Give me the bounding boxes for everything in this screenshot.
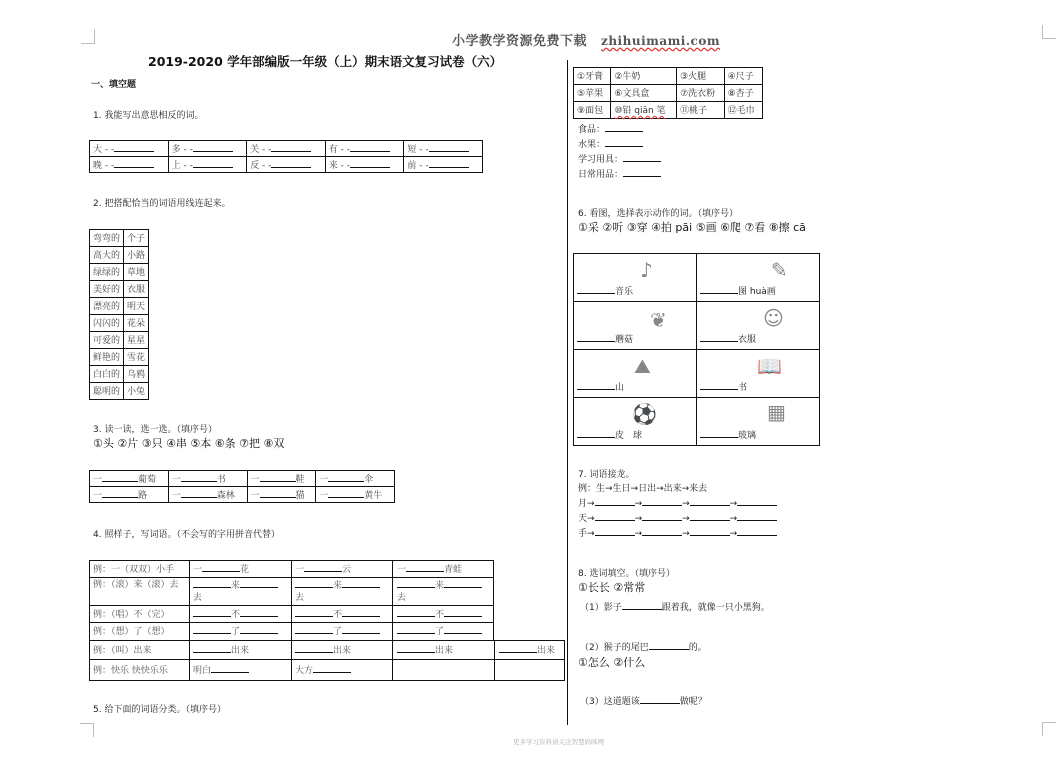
word-item: ②牛奶 (611, 68, 677, 85)
climbing-mountain-icon: ⛰ (634, 354, 651, 378)
category-fruit[interactable]: 水果： (578, 137, 643, 150)
table-row (574, 350, 820, 398)
table-row (90, 366, 149, 383)
answer-cell[interactable]: 来 去 (193, 579, 278, 604)
noun-cell[interactable]: 雪花 (124, 349, 149, 366)
noun-cell[interactable]: 衣服 (124, 281, 149, 298)
column-divider (567, 60, 568, 725)
q8-sentence-1[interactable]: （1）影子 跟着我，就像一只小黑狗。 (580, 603, 770, 613)
table-row (90, 264, 149, 281)
q6-options: ①采 ②听 ③穿 ④拍 pāi ⑤画 ⑥爬 ⑦看 ⑧擦 cā (578, 221, 806, 234)
category-food[interactable]: 食品： (578, 122, 643, 135)
q3-prompt: 3. 读一读，选一选。（填序号） (93, 425, 217, 435)
antonym-cell[interactable]: 有 - - (325, 141, 404, 157)
category-daily-items[interactable]: 日常用品： (578, 167, 661, 180)
answer-cell[interactable]: 不 (193, 607, 278, 620)
noun-cell[interactable]: 星星 (124, 332, 149, 349)
antonym-cell[interactable]: 短 - - (404, 141, 483, 157)
answer-cell[interactable]: 了 (193, 624, 278, 637)
picture-cell[interactable]: ▦ 玻璃 (697, 398, 820, 446)
q8-options-1: ①长长 ②常常 (578, 581, 646, 594)
answer-cell[interactable]: 出来 (397, 643, 453, 656)
answer-cell[interactable]: 来 去 (397, 579, 482, 604)
example-cell: 例：（滚）来（滚）去 (93, 580, 179, 590)
word-item: ⑦洗衣粉 (677, 85, 725, 102)
answer-cell[interactable]: 一 青蛙 (397, 565, 463, 575)
table-row (90, 141, 483, 157)
adjective-cell[interactable]: 聪明的 (90, 383, 124, 400)
q8-prompt: 8. 选词填空。（填序号） (578, 569, 675, 579)
table-row (574, 302, 820, 350)
antonym-cell[interactable]: 反 - - (247, 157, 326, 173)
adjective-cell[interactable]: 闪闪的 (90, 315, 124, 332)
answer-cell[interactable]: 出来 (499, 643, 555, 656)
measure-word-cell[interactable]: 一 葡萄 (90, 471, 169, 487)
word-item: ①牙膏 (574, 68, 611, 85)
adjective-cell[interactable]: 高大的 (90, 247, 124, 264)
picture-cell[interactable]: ☺ 衣服 (697, 302, 820, 350)
noun-cell[interactable]: 花朵 (124, 315, 149, 332)
page-corner-mark-top-right (1042, 25, 1056, 39)
measure-word-cell[interactable]: 一 路 (90, 487, 169, 503)
section-heading: 一、填空题 (91, 80, 137, 90)
answer-cell[interactable]: 不 (295, 607, 380, 620)
word-item: ③火腿 (677, 68, 725, 85)
answer-cell[interactable]: 一 花 (193, 565, 250, 575)
table-row (90, 157, 483, 173)
site-header (452, 30, 720, 49)
antonym-cell[interactable]: 来 - - (325, 157, 404, 173)
picture-cell[interactable]: ✎ 图 huà画 (697, 254, 820, 302)
answer-cell[interactable]: 了 (295, 624, 380, 637)
example-cell: 例：（唱）不（完） (93, 610, 170, 620)
column-line (392, 560, 393, 681)
table-row (90, 247, 149, 264)
table-row (574, 85, 763, 102)
example-cell: 例：（想）了（想） (93, 627, 170, 637)
measure-word-cell[interactable]: 一 森林 (168, 487, 247, 503)
category-school-supplies[interactable]: 学习用具： (578, 152, 661, 165)
q6-prompt: 6. 看图，选择表示动作的词。（填序号） (578, 209, 738, 219)
word-chain-row[interactable]: 天→ → → → (578, 511, 777, 524)
q7-example: 例：生→生日→日出→出来→来去 (578, 484, 708, 494)
table-row (90, 298, 149, 315)
picture-cell[interactable]: ♪ 音乐 (574, 254, 697, 302)
table-row (90, 349, 149, 366)
q1-prompt: 1. 我能写出意思相反的词。 (93, 111, 204, 121)
adjective-cell[interactable]: 弯弯的 (90, 230, 124, 247)
cleaning-window-icon: ▦ (767, 400, 786, 424)
adjective-cell[interactable]: 白白的 (90, 366, 124, 383)
table-row (574, 254, 820, 302)
q3-options: ①头 ②片 ③只 ④串 ⑤本 ⑥条 ⑦把 ⑧双 (93, 437, 285, 450)
measure-word-cell[interactable]: 一 猫 (247, 487, 316, 503)
antonym-cell[interactable]: 多 - - (168, 141, 247, 157)
picture-cell[interactable]: ⚽ 皮 球 (574, 398, 697, 446)
word-item: ⑨面包 (574, 102, 611, 119)
table-row (574, 68, 763, 85)
page-corner-mark-bottom-right (1042, 722, 1056, 736)
adjective-cell[interactable]: 可爱的 (90, 332, 124, 349)
word-item: ⑩铅 qiān 笔 (611, 102, 677, 119)
column-line (494, 640, 495, 681)
site-name: 小学教学资源免费下载 (452, 34, 588, 49)
picture-cell[interactable]: ⛰ 山 (574, 350, 697, 398)
example-cell: 例：快乐 快快乐乐 (93, 666, 168, 676)
girl-picking-mushroom-icon: ❦ (650, 308, 667, 332)
table-row (90, 230, 149, 247)
answer-cell[interactable]: 来 去 (295, 579, 380, 604)
q8-sentence-3[interactable]: （3）这道题该 做呢？ (580, 697, 707, 707)
table-row (90, 471, 395, 487)
page-footer: 更多学习资料请关注智慧妈咪网 (513, 738, 604, 746)
site-domain: zhihuimami.com (601, 34, 721, 48)
table-row (574, 102, 763, 119)
antonym-cell[interactable]: 大 - - (90, 141, 169, 157)
example-cell: 例：一（双双）小手 (93, 565, 175, 575)
answer-cell[interactable]: 明白 (193, 663, 249, 676)
q4-word-pattern-table (89, 560, 565, 681)
table-row (90, 332, 149, 349)
q8-options-2: ①怎么 ②什么 (578, 656, 646, 669)
antonym-cell[interactable]: 上 - - (168, 157, 247, 173)
q5-prompt: 5. 给下面的词语分类。（填序号） (93, 705, 226, 715)
adjective-cell[interactable]: 漂亮的 (90, 298, 124, 315)
measure-word-cell[interactable]: 一 鞋 (247, 471, 316, 487)
girl-bouncing-ball-icon: ⚽ (632, 402, 657, 426)
adjective-cell[interactable]: 美好的 (90, 281, 124, 298)
picture-cell[interactable]: 📖 书 (697, 350, 820, 398)
q1-antonym-table (89, 140, 483, 173)
word-chain-row[interactable]: 月→ → → → (578, 496, 777, 509)
noun-cell[interactable]: 明天 (124, 298, 149, 315)
q5-classification-table (573, 67, 763, 119)
noun-cell[interactable]: 草地 (124, 264, 149, 281)
answer-cell[interactable]: 不 (397, 607, 482, 620)
word-chain-row[interactable]: 手→ → → → (578, 526, 777, 539)
measure-word-cell[interactable]: 一 伞 (316, 471, 395, 487)
measure-word-cell[interactable]: 一 黄牛 (316, 487, 395, 503)
word-item: ⑫毛巾 (724, 102, 762, 119)
adjective-cell[interactable]: 鲜艳的 (90, 349, 124, 366)
answer-cell[interactable]: 大方 (295, 663, 351, 676)
page-corner-mark-bottom-left (80, 723, 94, 737)
answer-cell[interactable]: 出来 (295, 643, 351, 656)
q3-measure-word-table (89, 470, 395, 503)
column-line (189, 560, 190, 681)
boy-painting-easel-icon: ✎ (771, 258, 788, 282)
page-title: 2019-2020 学年部编版一年级（上）期末语文复习试卷（六） (148, 54, 503, 69)
q8-sentence-2[interactable]: （2）猴子的尾巴 的。 (580, 643, 707, 653)
answer-cell[interactable]: 出来 (193, 643, 249, 656)
table-row (90, 281, 149, 298)
word-item: ⑥文具盒 (611, 85, 677, 102)
table-row (90, 315, 149, 332)
table-row (90, 383, 149, 400)
page-corner-mark-top-left (81, 29, 95, 44)
measure-word-cell[interactable]: 一 书 (168, 471, 247, 487)
noun-cell[interactable]: 小兔 (124, 383, 149, 400)
antonym-cell[interactable]: 关 - - (247, 141, 326, 157)
adjective-cell[interactable]: 绿绿的 (90, 264, 124, 281)
girl-listening-music-icon: ♪ (640, 258, 653, 282)
q7-prompt: 7. 词语接龙。 (578, 470, 635, 480)
picture-cell[interactable]: ❦ 蘑菇 (574, 302, 697, 350)
table-row (574, 398, 820, 446)
word-item: ⑪桃子 (677, 102, 725, 119)
boy-dressing-icon: ☺ (763, 306, 784, 330)
q6-picture-table (573, 253, 820, 446)
noun-cell[interactable]: 小路 (124, 247, 149, 264)
answer-cell[interactable]: 了 (397, 624, 482, 637)
word-item: ⑧杏子 (724, 85, 762, 102)
word-item: ④尺子 (724, 68, 762, 85)
noun-cell[interactable]: 个子 (124, 230, 149, 247)
word-item: ⑤苹果 (574, 85, 611, 102)
antonym-cell[interactable]: 晚 - - (90, 157, 169, 173)
q2-prompt: 2. 把搭配恰当的词语用线连起来。 (93, 199, 231, 209)
antonym-cell[interactable]: 前 - - (404, 157, 483, 173)
q4-prompt: 4. 照样子，写词语。（不会写的字用拼音代替） (93, 530, 280, 540)
table-row (90, 487, 395, 503)
q2-matching-table (89, 229, 149, 400)
example-cell: 例：（叫）出来 (93, 646, 152, 656)
noun-cell[interactable]: 乌鸦 (124, 366, 149, 383)
reading-book-icon: 📖 (757, 354, 782, 378)
column-line (291, 560, 292, 681)
answer-cell[interactable]: 一 云 (295, 565, 352, 575)
